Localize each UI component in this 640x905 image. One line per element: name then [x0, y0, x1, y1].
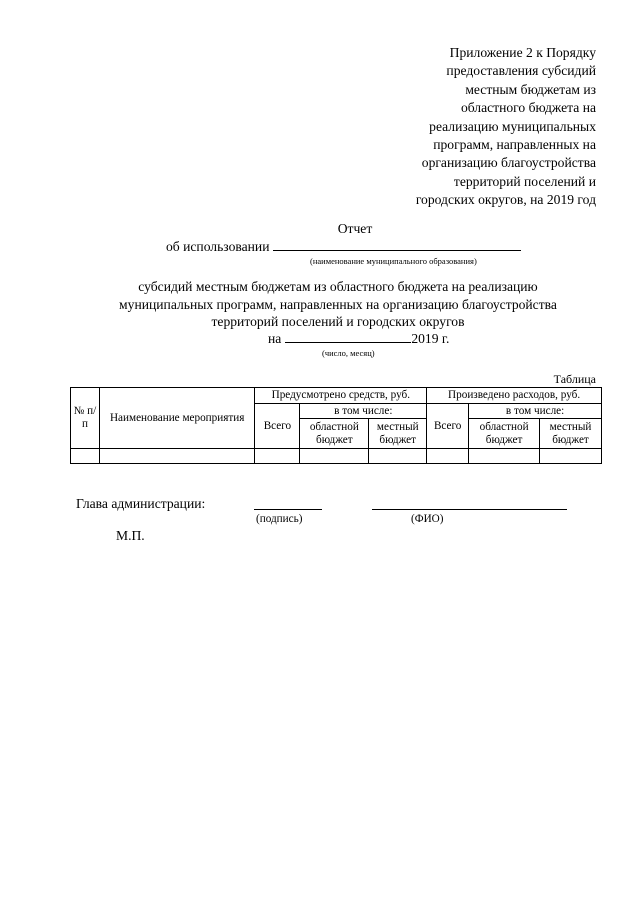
report-table: [70, 387, 602, 464]
subsidy-description: [60, 278, 616, 331]
subsidy-line: муниципальных программ, направленных на организацию благоустройства: [119, 296, 557, 312]
head-of-administration-label: Глава администрации:: [76, 496, 206, 511]
stamp-label: М.П.: [116, 528, 145, 543]
appendix-line: Приложение 2 к Порядку: [449, 45, 596, 60]
table-header-row: [71, 388, 602, 404]
header-number: № п/п: [71, 388, 100, 449]
header-planned-total: Всего: [255, 404, 300, 449]
header-spent-including: в том числе:: [469, 404, 602, 419]
appendix-line: городских округов, на 2019 год: [415, 192, 596, 208]
municipality-hint: (наименование муниципального образования): [310, 256, 477, 266]
usage-prefix: об использовании: [166, 239, 270, 254]
date-line: [268, 330, 449, 347]
appendix-line: организацию благоустройства: [421, 155, 596, 171]
usage-line: [166, 238, 521, 255]
date-prefix: на: [268, 331, 282, 346]
table-cell[interactable]: [71, 449, 100, 464]
municipality-blank: [273, 238, 521, 251]
appendix-line: областного бюджета на: [460, 100, 596, 116]
table-cell[interactable]: [255, 449, 300, 464]
table-caption: Таблица: [553, 372, 596, 386]
table-cell[interactable]: [540, 449, 602, 464]
signature-blank[interactable]: [254, 497, 322, 510]
report-title: Отчет: [337, 221, 373, 236]
table-cell[interactable]: [99, 449, 255, 464]
table-cell[interactable]: [369, 449, 427, 464]
header-name: Наименование мероприятия: [99, 388, 255, 449]
table-cell[interactable]: [469, 449, 540, 464]
fio-blank[interactable]: [372, 497, 567, 510]
table-row: [71, 449, 602, 464]
header-planned: Предусмотрено средств, руб.: [255, 388, 427, 404]
header-spent-local: местный бюджет: [540, 419, 602, 449]
fio-hint: (ФИО): [411, 513, 444, 525]
header-spent-regional: областной бюджет: [469, 419, 540, 449]
header-spent-total: Всего: [427, 404, 469, 449]
header-planned-regional: областной бюджет: [300, 419, 369, 449]
appendix-line: территорий поселений и: [453, 173, 596, 189]
appendix-line: программ, направленных на: [433, 137, 596, 153]
table-cell[interactable]: [427, 449, 469, 464]
appendix-line: предоставления субсидий: [446, 63, 596, 79]
header-planned-local: местный бюджет: [369, 419, 427, 449]
subsidy-line: территорий поселений и городских округов: [211, 314, 465, 330]
appendix-line: реализацию муниципальных: [429, 118, 596, 134]
signature-hint: (подпись): [256, 513, 303, 525]
date-hint: (число, месяц): [322, 348, 375, 358]
appendix-header: [336, 44, 596, 210]
table-cell[interactable]: [300, 449, 369, 464]
header-spent: Произведено расходов, руб.: [427, 388, 602, 404]
date-suffix: 2019 г.: [411, 331, 450, 346]
subsidy-line: субсидий местным бюджетам из областного бюджета на реализацию: [138, 279, 538, 294]
appendix-line: местным бюджетам из: [465, 81, 596, 97]
header-planned-including: в том числе:: [300, 404, 427, 419]
date-blank: [285, 330, 411, 343]
